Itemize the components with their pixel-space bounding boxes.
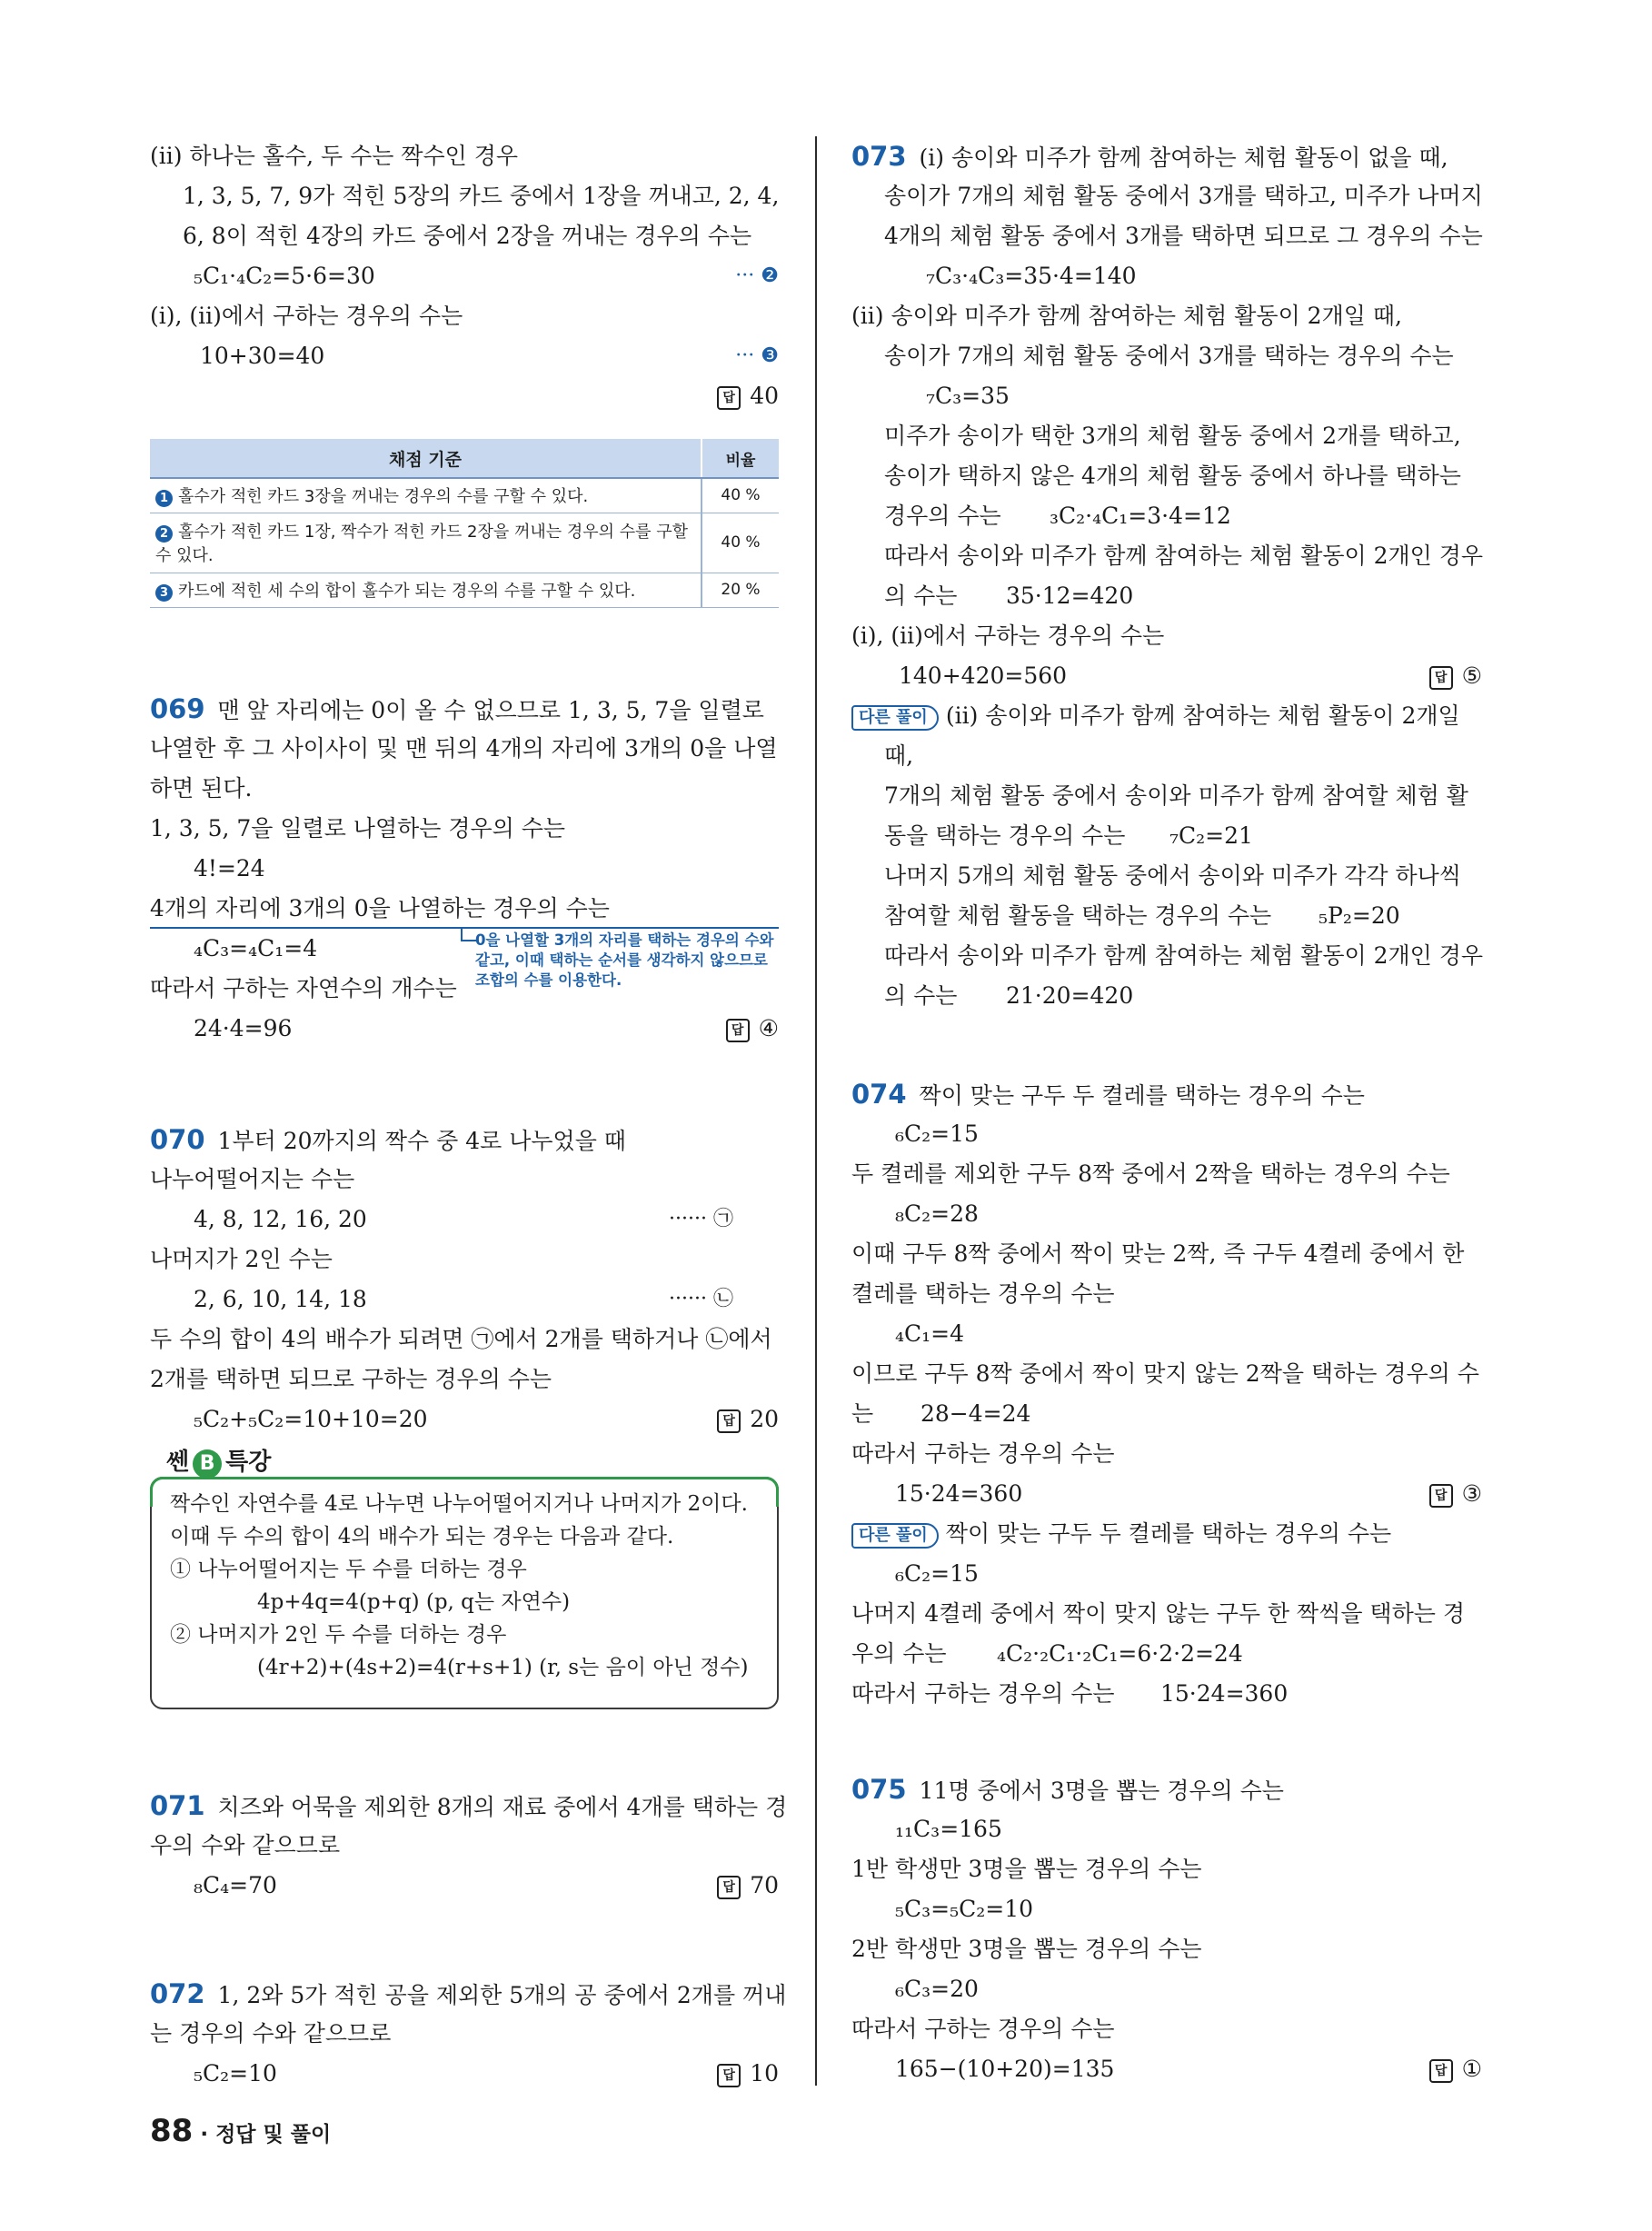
p073-line: 미주가 송이가 택한 3개의 체험 활동 중에서 2개를 택하고, xyxy=(884,423,1461,449)
p075-line: 075 11명 중에서 3명을 뽑는 경우의 수는 xyxy=(851,1774,1284,1805)
p068-formula: 10+30=40 xyxy=(200,343,325,369)
p072-line: 072 1, 2와 5가 적힌 공을 제외한 5개의 공 중에서 2개를 꺼내 xyxy=(150,1978,787,2009)
p074-alt-formula: ₆C₂=15 xyxy=(895,1560,979,1587)
p068-line: (ⅰ), (ⅱ)에서 구하는 경우의 수는 xyxy=(150,303,463,329)
p069-line: 따라서 구하는 자연수의 개수는 xyxy=(150,975,457,1001)
page-footer xyxy=(150,2113,331,2149)
rubric-num-icon: 2 xyxy=(155,525,173,543)
problem-number: 075 xyxy=(851,1774,907,1805)
p075-line: 2반 학생만 3명을 뽑는 경우의 수는 xyxy=(851,1936,1202,1962)
answer-icon: 답 xyxy=(717,1409,741,1433)
p074-line: 두 켤레를 제외한 구두 8짝 중에서 2짝을 택하는 경우의 수는 xyxy=(851,1160,1450,1187)
p075-formula: ₆C₃=20 xyxy=(895,1976,979,2002)
p073-alt-line: 때, xyxy=(884,742,914,769)
p074-formula: ₄C₁=4 xyxy=(895,1320,965,1347)
answer-071: 답 70 xyxy=(717,1866,779,1906)
answer-075: 답 ① xyxy=(1429,2049,1482,2089)
special-line: 4p+4q=4(p+q) (p, q는 자연수) xyxy=(257,1590,571,1614)
p073-alt-line: 의 수는 xyxy=(884,982,958,1009)
p073-alt-line: 동을 택하는 경우의 수는 xyxy=(884,822,1126,849)
problem-number: 071 xyxy=(150,1790,205,1821)
box-accent xyxy=(150,1477,779,1507)
p069-tip-note: 0을 나열할 3개의 자리를 택하는 경우의 수와 같고, 이때 택하는 순서를 생각하지 않으므로 조합의 수를 이용한다. xyxy=(475,927,779,991)
p073-alt-formula: ₇C₂=21 xyxy=(1169,822,1253,849)
rubric-row: 1 홀수가 적힌 카드 3장을 꺼내는 경우의 수를 구할 수 있다. 40 % xyxy=(150,478,779,513)
p070-formula: 2, 6, 10, 14, 18 xyxy=(194,1286,367,1312)
rubric-header-criteria: 채점 기준 xyxy=(150,439,702,478)
p069-line: 나열한 후 그 사이사이 및 맨 뒤의 4개의 자리에 3개의 0을 나열 xyxy=(150,735,778,762)
problem-number: 074 xyxy=(851,1079,907,1110)
problem-number: 069 xyxy=(150,693,205,724)
marker-b: ······ ㉡ xyxy=(669,1288,733,1310)
p072-formula: ₅C₂=10 xyxy=(194,2060,277,2087)
p069-line: 1, 3, 5, 7을 일렬로 나열하는 경우의 수는 xyxy=(150,815,566,842)
p075-formula: ₁₁C₃=165 xyxy=(895,1816,1002,1842)
p073-alt-formula: 21·20=420 xyxy=(1006,982,1134,1009)
p073-line: 경우의 수는 xyxy=(884,503,1001,529)
p071-line: 071 치즈와 어묵을 제외한 8개의 재료 중에서 4개를 택하는 경 xyxy=(150,1790,788,1821)
p073-formula: 140+420=560 xyxy=(899,662,1068,689)
answer-072: 답 10 xyxy=(717,2054,779,2094)
rubric-num-icon: 3 xyxy=(155,584,173,602)
p068-line: 6, 8이 적힌 4장의 카드 중에서 2장을 꺼내는 경우의 수는 xyxy=(183,223,752,249)
p070-line: 나머지가 2인 수는 xyxy=(150,1246,333,1272)
step-marker-2: ··· ❷ xyxy=(735,264,779,287)
special-line: 짝수인 자연수를 4로 나누면 나누어떨어지거나 나머지가 2이다. xyxy=(170,1492,748,1516)
answer-068: 답 40 xyxy=(717,376,779,416)
p074-formula: 15·24=360 xyxy=(895,1480,1023,1507)
p074-alt-line: 다른 풀이 짝이 맞는 구두 두 켤레를 택하는 경우의 수는 xyxy=(851,1514,1391,1554)
p073-formula: 35·12=420 xyxy=(1006,583,1134,609)
p070-formula: ₅C₂+₅C₂=10+10=20 xyxy=(194,1406,428,1432)
p074-line: 켤레를 택하는 경우의 수는 xyxy=(851,1280,1115,1307)
p069-line: 하면 된다. xyxy=(150,775,253,802)
special-line: ② 나머지가 2인 두 수를 더하는 경우 xyxy=(170,1623,507,1647)
answer-069: 답 ④ xyxy=(726,1009,779,1049)
p073-line: (ⅰ), (ⅱ)에서 구하는 경우의 수는 xyxy=(851,622,1165,649)
p074-line: 는 xyxy=(851,1400,874,1427)
p073-alt-line: 7개의 체험 활동 중에서 송이와 미주가 함께 참여할 체험 활 xyxy=(884,782,1468,809)
answer-070: 답 20 xyxy=(717,1399,779,1439)
p073-alt-line: 나머지 5개의 체험 활동 중에서 송이와 미주가 각각 하나씩 xyxy=(884,862,1461,889)
problem-number: 073 xyxy=(851,141,907,172)
special-lecture-title: 쎈 B 특강 xyxy=(166,1443,271,1479)
p070-line: 나누어떨어지는 수는 xyxy=(150,1166,355,1192)
p074-alt-line: 우의 수는 xyxy=(851,1640,947,1667)
p068-line: (ⅱ) 하나는 홀수, 두 수는 짝수인 경우 xyxy=(150,143,519,169)
p073-line: 송이가 7개의 체험 활동 중에서 3개를 택하고, 미주가 나머지 xyxy=(884,183,1483,209)
problem-number: 072 xyxy=(150,1978,205,2009)
p073-line: (ⅱ) 송이와 미주가 함께 참여하는 체험 활동이 2개일 때, xyxy=(851,303,1402,329)
alt-solution-label: 다른 풀이 xyxy=(851,705,939,731)
p074-formula: ₆C₂=15 xyxy=(895,1120,979,1147)
p074-formula: ₈C₂=28 xyxy=(895,1200,979,1227)
p075-line: 1반 학생만 3명을 뽑는 경우의 수는 xyxy=(851,1856,1202,1882)
p074-line: 이므로 구두 8짝 중에서 짝이 맞지 않는 2짝을 택하는 경우의 수 xyxy=(851,1360,1479,1387)
special-line: ① 나누어떨어지는 두 수를 더하는 경우 xyxy=(170,1558,527,1581)
p074-line: 따라서 구하는 경우의 수는 xyxy=(851,1440,1115,1467)
p073-line: 따라서 송이와 미주가 함께 참여하는 체험 활동이 2개인 경우 xyxy=(884,543,1484,569)
answer-icon: 답 xyxy=(717,1876,741,1899)
answer-icon: 답 xyxy=(1429,1484,1453,1508)
p075-formula: ₅C₃=₅C₂=10 xyxy=(895,1896,1034,1922)
p073-line: 의 수는 xyxy=(884,583,958,609)
p075-formula: 165−(10+20)=135 xyxy=(895,2056,1115,2082)
p074-formula: 28−4=24 xyxy=(921,1400,1031,1427)
p073-line: 송이가 택하지 않은 4개의 체험 활동 중에서 하나를 택하는 xyxy=(884,463,1461,489)
alt-solution-label: 다른 풀이 xyxy=(851,1523,939,1549)
problem-number: 070 xyxy=(150,1124,205,1155)
answer-073: 답 ⑤ xyxy=(1429,656,1482,696)
p072-line: 는 경우의 수와 같으므로 xyxy=(150,2020,392,2047)
p073-alt-line: 다른 풀이 (ⅱ) 송이와 미주가 함께 참여하는 체험 활동이 2개일 xyxy=(851,696,1460,736)
answer-icon: 답 xyxy=(1429,666,1453,690)
p074-line: 074 짝이 맞는 구두 두 켤레를 택하는 경우의 수는 xyxy=(851,1079,1365,1110)
answer-icon: 답 xyxy=(1429,2059,1453,2083)
p074-line: 이때 구두 8짝 중에서 짝이 맞는 2짝, 즉 구두 4켤레 중에서 한 xyxy=(851,1240,1465,1267)
marker-a: ······ ㉠ xyxy=(669,1208,733,1230)
rubric-row: 3 카드에 적힌 세 수의 합이 홀수가 되는 경우의 수를 구할 수 있다. 20 % xyxy=(150,573,779,607)
answer-074: 답 ③ xyxy=(1429,1474,1482,1514)
p073-alt-line: 따라서 송이와 미주가 함께 참여하는 체험 활동이 2개인 경우 xyxy=(884,942,1484,969)
p069-formula: 24·4=96 xyxy=(194,1015,293,1041)
p074-alt-line: 따라서 구하는 경우의 수는 xyxy=(851,1680,1115,1707)
p073-alt-line: 참여할 체험 활동을 택하는 경우의 수는 xyxy=(884,902,1272,929)
p073-alt-formula: ₅P₂=20 xyxy=(1319,902,1400,929)
p070-formula: 4, 8, 12, 16, 20 xyxy=(194,1206,367,1232)
b-badge-icon: B xyxy=(193,1449,222,1479)
step-marker-3: ··· ❸ xyxy=(735,344,779,367)
special-lecture-box xyxy=(150,1477,779,1709)
p070-line: 2개를 택하면 되므로 구하는 경우의 수는 xyxy=(150,1366,552,1392)
special-line: (4r+2)+(4s+2)=4(r+s+1) (r, s는 음이 아닌 정수) xyxy=(257,1656,749,1679)
p073-line: 4개의 체험 활동 중에서 3개를 택하면 되므로 그 경우의 수는 xyxy=(884,223,1483,249)
p073-line: 송이가 7개의 체험 활동 중에서 3개를 택하는 경우의 수는 xyxy=(884,343,1454,369)
p069-line: 069 맨 앞 자리에는 0이 올 수 없으므로 1, 3, 5, 7을 일렬로 xyxy=(150,693,764,724)
footer-label: · 정답 및 풀이 xyxy=(200,2123,332,2146)
p074-alt-formula: 15·24=360 xyxy=(1160,1680,1289,1707)
column-divider xyxy=(815,136,817,2086)
p073-formula: ₇C₃·₄C₃=35·4=140 xyxy=(926,263,1137,289)
p071-formula: ₈C₄=70 xyxy=(194,1872,277,1898)
p070-line: 두 수의 합이 4의 배수가 되려면 ㉠에서 2개를 택하거나 ㉡에서 xyxy=(150,1326,772,1352)
p069-formula: ₄C₃=₄C₁=4 xyxy=(194,935,318,961)
answer-icon: 답 xyxy=(717,386,741,410)
page-number: 88 xyxy=(150,2113,194,2149)
p069-formula: 4!=24 xyxy=(194,855,265,881)
answer-icon: 답 xyxy=(717,2064,741,2087)
p069-line: 4개의 자리에 3개의 0을 나열하는 경우의 수는 xyxy=(150,895,610,921)
p073-formula: ₃C₂·₄C₁=3·4=12 xyxy=(1050,503,1231,529)
scoring-rubric-table xyxy=(150,439,779,608)
special-line: 이때 두 수의 합이 4의 배수가 되는 경우는 다음과 같다. xyxy=(170,1525,674,1549)
rubric-row: 2 홀수가 적힌 카드 1장, 짝수가 적힌 카드 2장을 꺼내는 경우의 수를 구할 수 있다. 40 % xyxy=(150,513,779,573)
p070-line: 070 1부터 20까지의 짝수 중 4로 나누었을 때 xyxy=(150,1124,626,1155)
p068-line: 1, 3, 5, 7, 9가 적힌 5장의 카드 중에서 1장을 꺼내고, 2, 4, xyxy=(183,183,780,209)
p073-formula: ₇C₃=35 xyxy=(926,383,1010,409)
p074-alt-line: 나머지 4켤레 중에서 짝이 맞지 않는 구두 한 짝씩을 택하는 경 xyxy=(851,1600,1465,1627)
p068-formula: ₅C₁·₄C₂=5·6=30 xyxy=(194,263,375,289)
p074-alt-formula: ₄C₂·₂C₁·₂C₁=6·2·2=24 xyxy=(997,1640,1243,1667)
tip-connector xyxy=(461,927,477,941)
p071-line: 우의 수와 같으므로 xyxy=(150,1832,341,1858)
answer-icon: 답 xyxy=(726,1019,750,1042)
p075-line: 따라서 구하는 경우의 수는 xyxy=(851,2016,1115,2042)
p073-line: 073 (ⅰ) 송이와 미주가 함께 참여하는 체험 활동이 없을 때, xyxy=(851,141,1448,172)
rubric-num-icon: 1 xyxy=(155,490,173,507)
rubric-header-ratio: 비율 xyxy=(702,439,779,478)
